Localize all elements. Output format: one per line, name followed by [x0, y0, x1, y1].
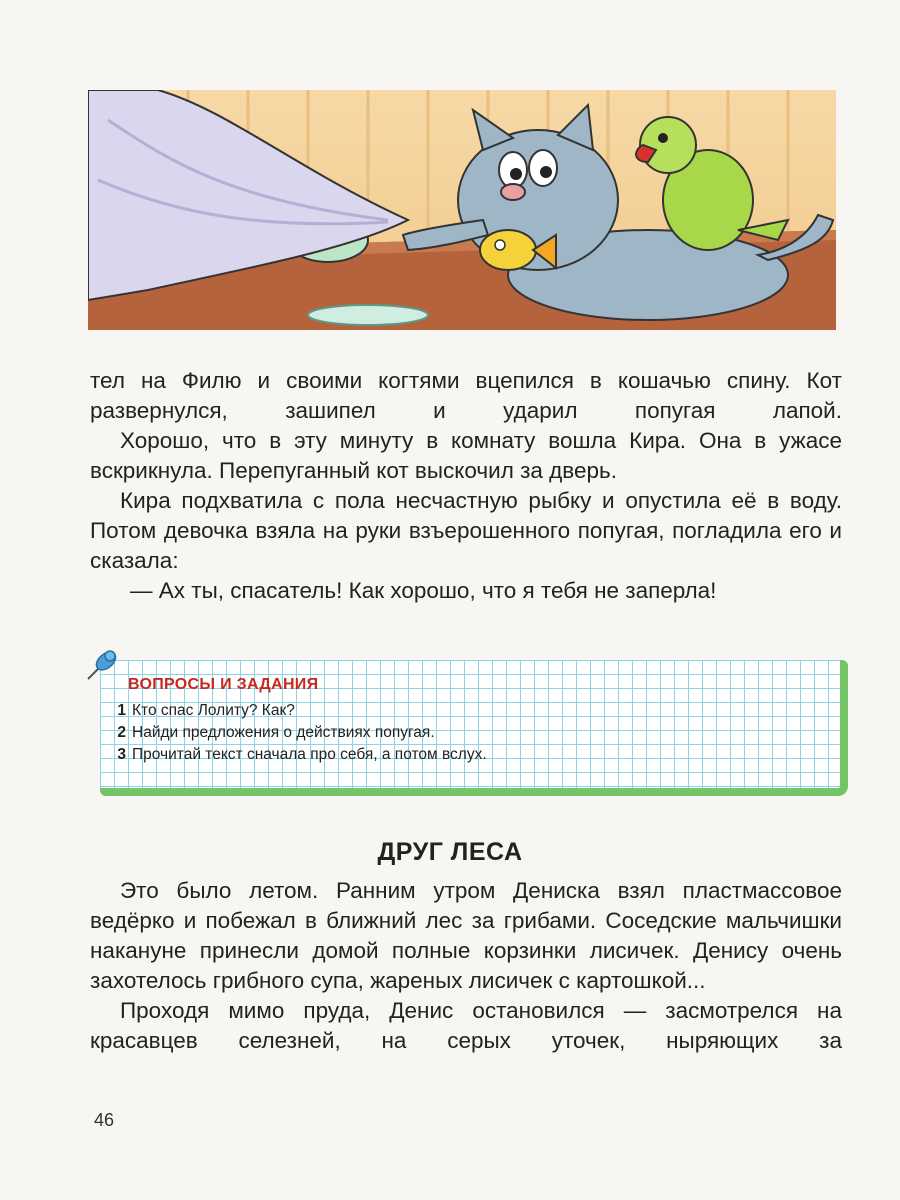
dialog-line: — Ах ты, спасатель! Как хорошо, что я тебя не заперла! [130, 578, 717, 603]
question-text: Найди предложения о действиях попугая. [132, 724, 435, 741]
question-number: 2 [117, 724, 126, 741]
pushpin-icon [82, 645, 122, 685]
paragraph: Кира подхватила с пола несчастную рыбку и опустила её в воду. Потом девочка взяла на руки взъерошенного попугая, погладила его и сказала: [90, 488, 842, 573]
cat-parrot-fish-illustration-icon [88, 90, 836, 330]
question-item [108, 724, 435, 742]
question-text: Кто спас Лолиту? Как? [132, 702, 295, 719]
story-text-part2 [90, 876, 842, 1056]
paragraph: тел на Филю и своими когтями вцепился в кошачью спину. Кот развернулся, зашипел и ударил попугая лапой. [90, 368, 842, 423]
page-number: 46 [94, 1110, 115, 1130]
paragraph: Хорошо, что в эту минуту в комнату вошла Кира. Она в ужасе вскрикнула. Перепуганный кот выскочил за дверь. [90, 428, 842, 483]
questions-title: ВОПРОСЫ И ЗАДАНИЯ [128, 676, 319, 693]
story-title: ДРУГ ЛЕСА [377, 838, 523, 866]
question-item [108, 702, 295, 720]
paragraph: Это было летом. Ранним утром Дениска взял пластмассовое ведёрко и побежал в ближний лес за грибами. Соседские мальчишки накануне принесли домой полные корзинки лисичек. Денису очень захотелось грибного супа, жареных лисичек с картошкой... [90, 878, 842, 993]
story-text-part1 [90, 366, 842, 606]
question-number: 1 [117, 702, 126, 719]
question-text: Прочитай текст сначала про себя, а потом вслух. [132, 746, 487, 763]
question-item [108, 746, 487, 764]
story-illustration [88, 90, 836, 330]
question-number: 3 [117, 746, 126, 763]
paragraph: Проходя мимо пруда, Денис остановился — засмотрелся на красавцев селезней, на серых уточек, ныряющих за [90, 998, 842, 1053]
questions-box [100, 660, 848, 798]
